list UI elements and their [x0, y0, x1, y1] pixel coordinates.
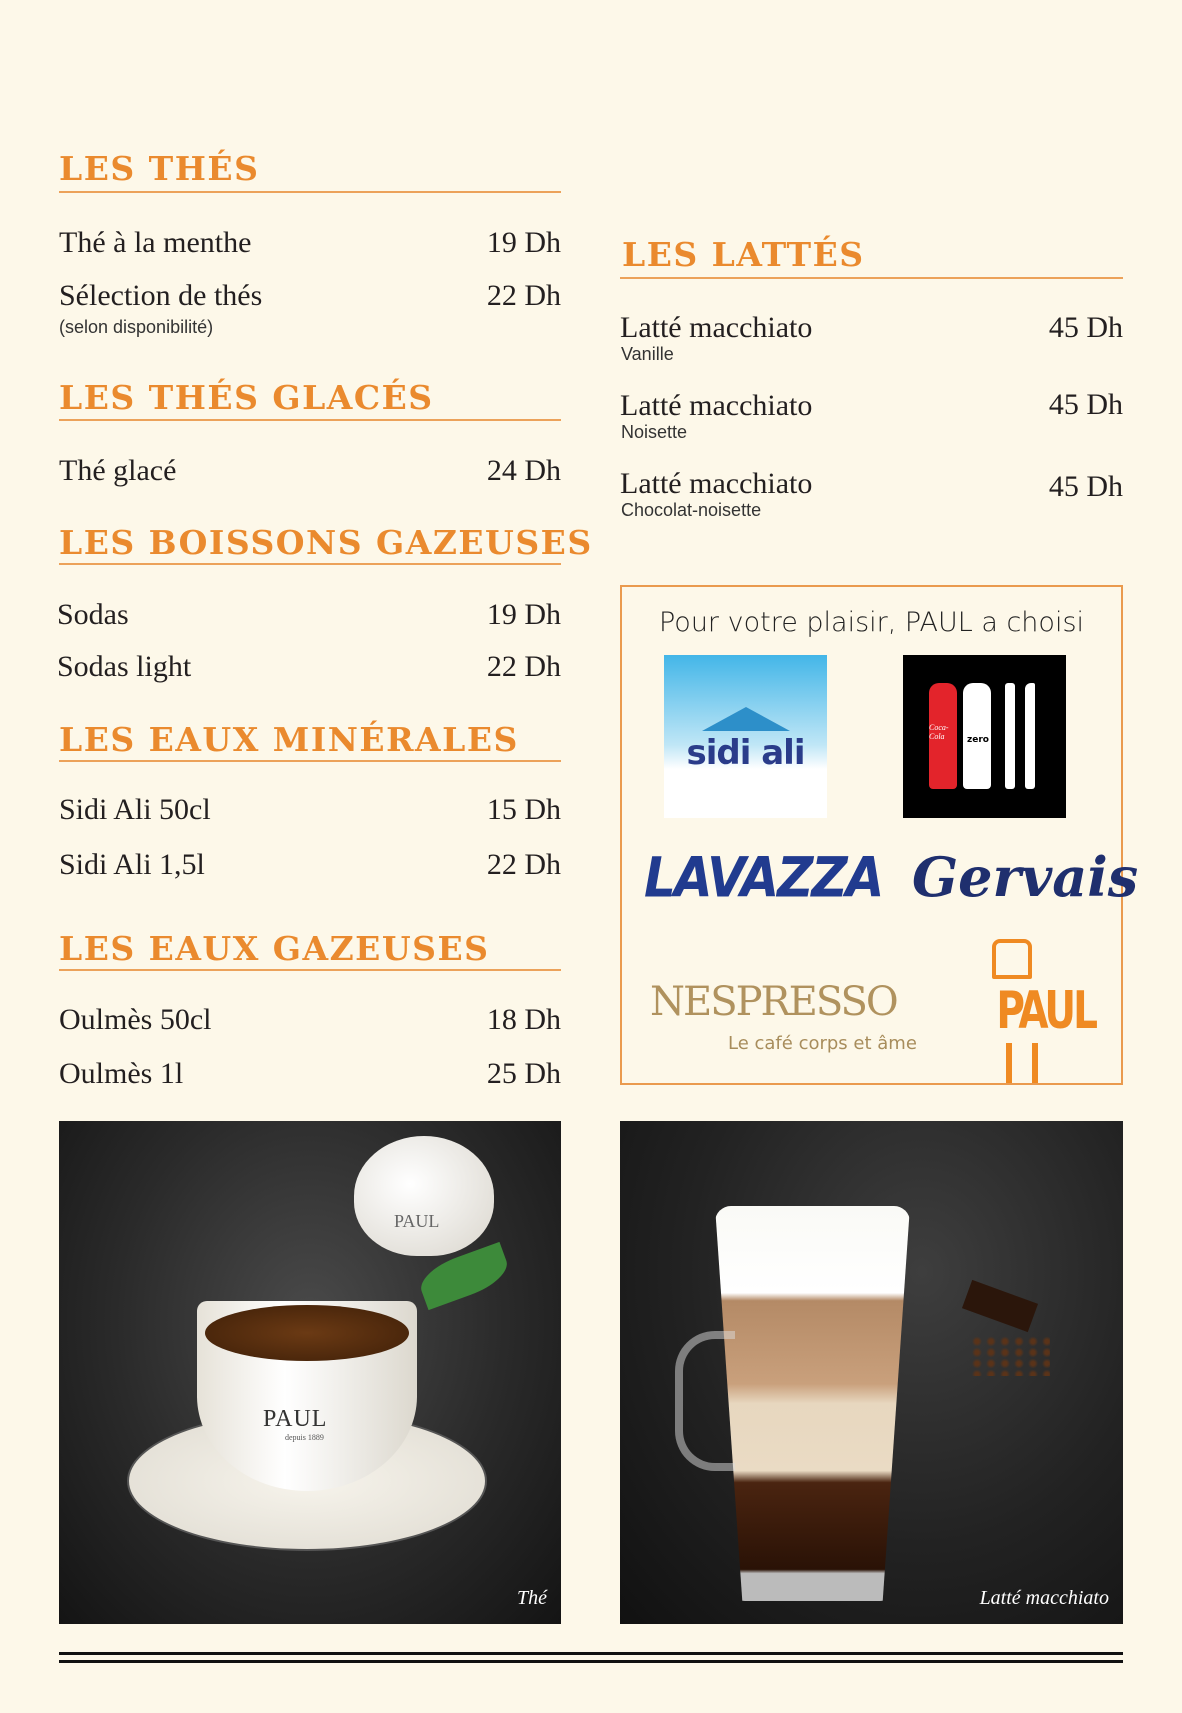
footer-rule — [59, 1652, 1123, 1655]
menu-item-price: 45 Dh — [1048, 388, 1123, 421]
menu-item-name: Oulmès 50cl — [59, 1003, 212, 1036]
coca-bottle-icon: Coca-Cola — [929, 683, 957, 789]
divider — [59, 419, 561, 421]
menu-item-name: Latté macchiato — [620, 389, 813, 422]
menu-item-name: Thé à la menthe — [59, 226, 252, 259]
paul-baker-hat-icon — [992, 939, 1032, 979]
paul-logo: PAUL — [996, 981, 1095, 1041]
menu-item-price: 22 Dh — [486, 650, 561, 683]
nespresso-tagline: Le café corps et âme — [728, 1033, 917, 1054]
teacup-icon — [197, 1301, 417, 1491]
menu-item-name: Oulmès 1l — [59, 1057, 184, 1090]
tea-photo — [59, 1121, 561, 1624]
gervais-logo: Gervais — [912, 845, 1139, 909]
photo-caption: Thé — [517, 1587, 547, 1609]
glass-handle-icon — [675, 1331, 735, 1471]
menu-item-note: (selon disponibilité) — [59, 317, 214, 337]
menu-item-price: 15 Dh — [486, 793, 561, 826]
paul-baker-legs-icon — [1006, 1043, 1038, 1083]
menu-item-name: Sidi Ali 50cl — [59, 793, 211, 826]
latte-glass-icon — [715, 1206, 910, 1601]
divider — [59, 191, 561, 193]
cup-brand-sub: depuis 1889 — [285, 1433, 324, 1442]
menu-item-price: 19 Dh — [486, 226, 561, 259]
photo-caption: Latté macchiato — [979, 1587, 1109, 1609]
lavazza-logo: LAVAZZA — [644, 846, 883, 910]
menu-item-name: Latté macchiato — [620, 311, 813, 344]
menu-item-price: 25 Dh — [486, 1057, 561, 1090]
section-title-thes-glaces: LES THÉS GLACÉS — [59, 378, 434, 417]
menu-item-price: 22 Dh — [486, 848, 561, 881]
fork-icon — [1005, 683, 1015, 789]
menu-item-price: 22 Dh — [486, 279, 561, 312]
section-title-lattes: LES LATTÉS — [622, 235, 865, 274]
partners-title: Pour votre plaisir, PAUL a choisi — [658, 607, 1085, 638]
menu-item-price: 45 Dh — [1048, 470, 1123, 503]
section-title-eaux-gazeuses: LES EAUX GAZEUSES — [59, 929, 490, 968]
teapot-icon: PAUL — [354, 1136, 494, 1256]
partners-box — [620, 585, 1139, 1085]
menu-item-price: 24 Dh — [486, 454, 561, 487]
menu-item-price: 18 Dh — [486, 1003, 561, 1036]
menu-item-note: Chocolat-noisette — [621, 500, 762, 520]
menu-item-name: Sodas light — [57, 650, 192, 683]
menu-item-name: Sidi Ali 1,5l — [59, 848, 205, 881]
mountain-icon — [702, 707, 790, 731]
knife-icon — [1025, 683, 1035, 789]
menu-item-price: 19 Dh — [486, 598, 561, 631]
menu-item-price: 45 Dh — [1048, 311, 1123, 344]
latte-photo — [620, 1121, 1123, 1624]
section-title-thes: LES THÉS — [59, 149, 260, 188]
menu-item-name: Thé glacé — [59, 454, 177, 487]
coca-cola-logo — [903, 655, 1066, 818]
section-title-boissons-gazeuses: LES BOISSONS GAZEUSES — [59, 523, 593, 562]
divider — [59, 760, 561, 762]
menu-item-name: Sélection de thés — [59, 279, 263, 312]
footer-rule — [59, 1660, 1123, 1663]
chocolate-icon — [962, 1280, 1038, 1332]
coffee-beans-icon — [970, 1336, 1050, 1376]
sidi-ali-logo — [664, 655, 827, 818]
nespresso-logo: NESPRESSO — [650, 979, 897, 1025]
menu-item-note: Noisette — [621, 422, 688, 442]
coca-zero-bottle-icon: zero — [963, 683, 991, 789]
sidi-ali-wordmark: sidi ali — [686, 733, 805, 773]
section-title-eaux-minerales: LES EAUX MINÉRALES — [59, 720, 519, 759]
menu-item-name: Sodas — [57, 598, 129, 631]
divider — [59, 563, 561, 565]
divider — [620, 277, 1123, 279]
menu-item-name: Latté macchiato — [620, 467, 813, 500]
menu-item-note: Vanille — [621, 344, 674, 364]
cup-brand: PAUL — [263, 1406, 328, 1432]
divider — [59, 969, 561, 971]
tea-liquid — [205, 1305, 409, 1361]
